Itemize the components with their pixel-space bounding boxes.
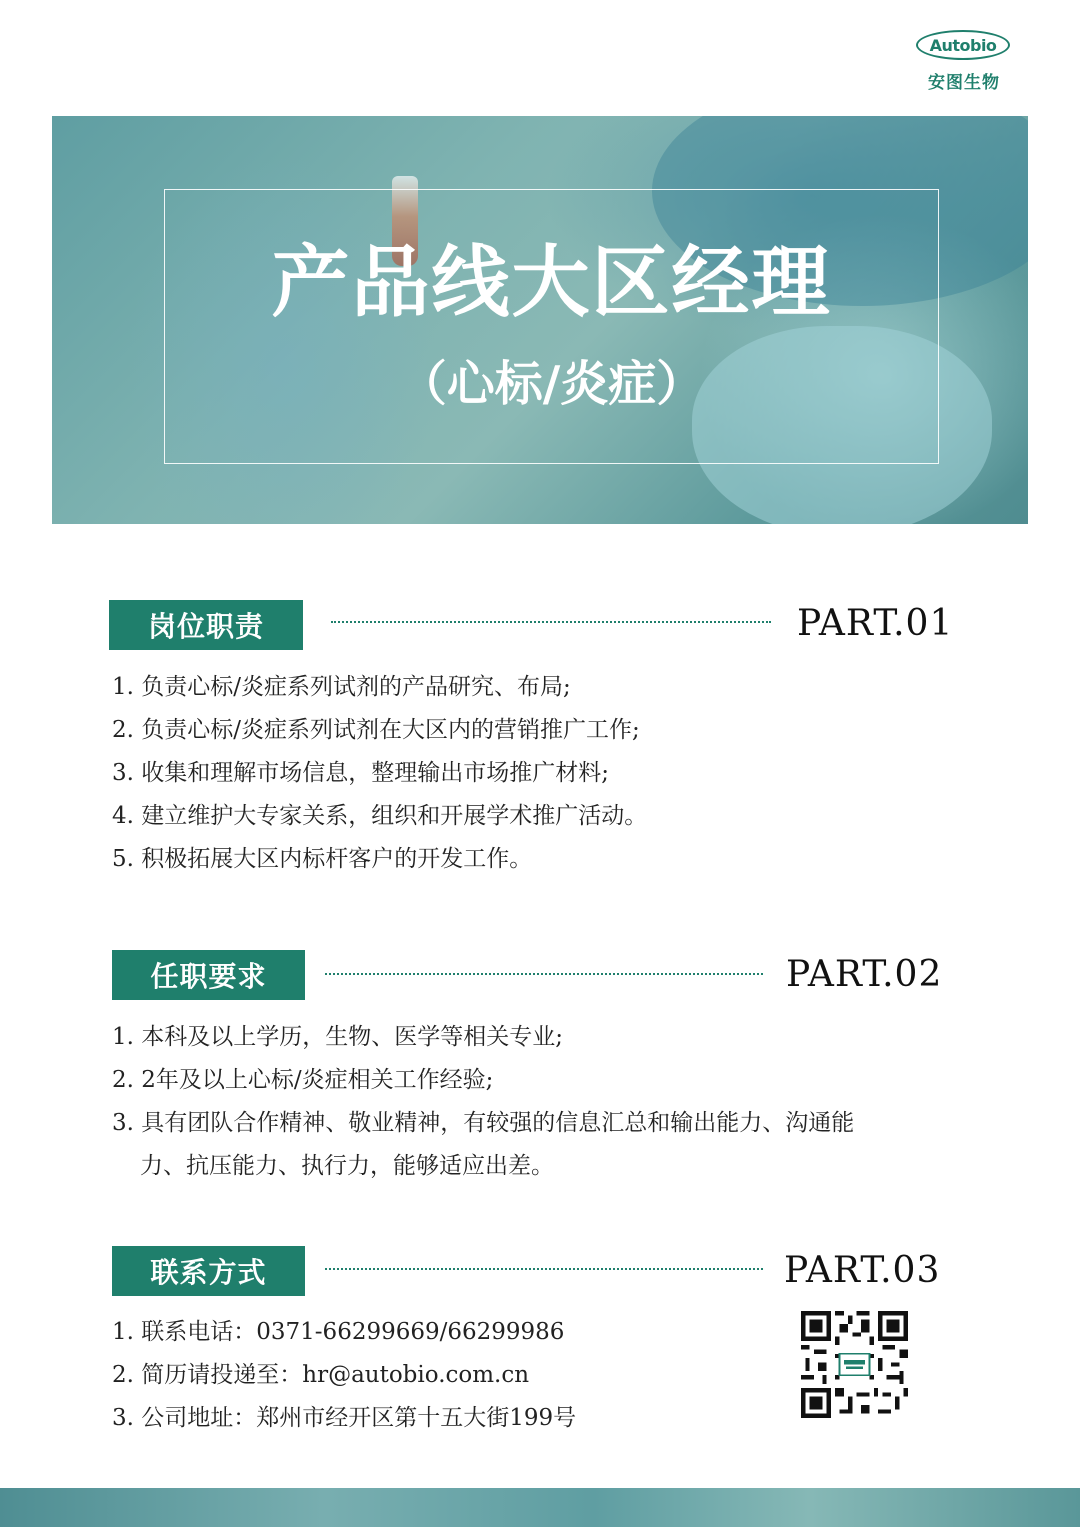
section-part-label: PART.01 — [797, 603, 954, 644]
section-tag-contact: 联系方式 — [112, 1246, 305, 1296]
list-item: 3. 具有团队合作精神、敬业精神，有较强的信息汇总和输出能力、沟通能 — [112, 1110, 855, 1136]
section-part-label: PART.02 — [786, 954, 943, 995]
requirements-list — [112, 1016, 854, 1188]
list-item: 1. 负责心标/炎症系列试剂的产品研究、布局; — [112, 674, 571, 700]
section-divider-line — [325, 1268, 763, 1270]
list-item: 1. 本科及以上学历，生物、医学等相关专业; — [112, 1024, 564, 1050]
list-item: 4. 建立维护大专家关系，组织和开展学术推广活动。 — [112, 803, 648, 829]
section-divider-line — [325, 973, 763, 975]
section-part-label: PART.03 — [784, 1250, 941, 1291]
qr-code-icon — [801, 1311, 908, 1418]
section-tag-responsibilities: 岗位职责 — [109, 600, 303, 650]
list-item: 3. 收集和理解市场信息，整理输出市场推广材料; — [112, 760, 610, 786]
job-subtitle: （心标/炎症） — [398, 356, 705, 412]
contact-address: 3. 公司地址：郑州市经开区第十五大街199号 — [112, 1405, 577, 1431]
contact-phone: 1. 联系电话：0371-66299669/66299986 — [112, 1319, 565, 1345]
company-logo — [912, 26, 1016, 96]
job-title: 产品线大区经理 — [271, 237, 832, 328]
list-item: 2. 负责心标/炎症系列试剂在大区内的营销推广工作; — [112, 717, 640, 743]
logo-badge: Autobio — [916, 30, 1010, 60]
responsibilities-list — [112, 666, 647, 881]
section-tag-requirements: 任职要求 — [112, 950, 305, 1000]
footer-photo-strip — [0, 1488, 1080, 1527]
logo-chinese-name: 安图生物 — [928, 73, 1000, 93]
hero-banner — [52, 116, 1028, 524]
section-divider-line — [331, 621, 771, 623]
list-item-continuation: 力、抗压能力、执行力，能够适应出差。 — [140, 1153, 554, 1179]
contact-list — [112, 1311, 576, 1440]
list-item: 5. 积极拓展大区内标杆客户的开发工作。 — [112, 846, 533, 872]
list-item: 2. 2年及以上心标/炎症相关工作经验; — [112, 1067, 494, 1093]
contact-email: 2. 简历请投递至：hr@autobio.com.cn — [112, 1362, 530, 1388]
